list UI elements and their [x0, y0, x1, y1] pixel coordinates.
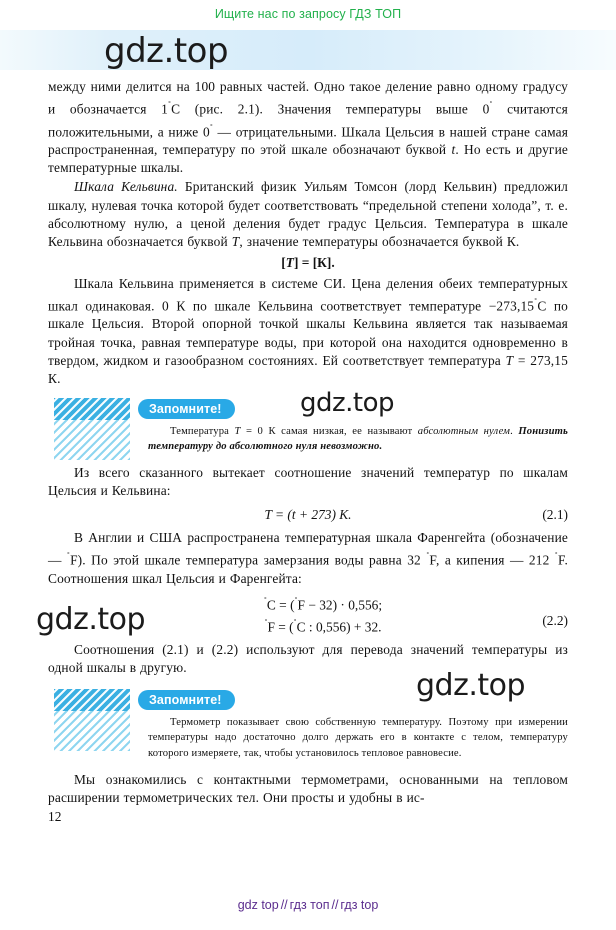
callout-text-absolute-zero: Температура T = 0 К самая низкая, ее называют абсолютным нулем. Понизить температуру до абсолютного нуля невозможно.	[148, 425, 568, 453]
formula-kelvin-unit: [T] = [К].	[281, 254, 335, 270]
callout-badge-remember-1: Запомните!	[138, 399, 235, 419]
footer-link-gdz-top-latin[interactable]: gdz top	[237, 898, 279, 912]
watermark-top: gdz.top	[104, 31, 229, 71]
paragraph-celsius-scale: между ними делится на 100 равных частей. Одно такое деление равно одному градусу и обозначается 1˚C (рис. 2.1). Значения температуры выше 0˚ считаются положительными, а ниже 0˚ — отрицательными. Шкала Цельсия в нашей стране самая распространенная, температуру по этой шкале обозначают буквой t. Но есть и другие температурные шкалы.	[48, 79, 569, 176]
callout-badge-remember-2: Запомните!	[138, 690, 235, 710]
equation-2-1-row	[48, 505, 568, 524]
promo-banner-text: Ищите нас по запросу ГДЗ ТОП	[214, 7, 402, 21]
paragraph-conversion-usage: Соотношения (2.1) и (2.2) используют для перевода значений температуры из одной шкалы в другую.	[48, 641, 568, 675]
paragraph-relation-intro: Из всего сказанного вытекает соотношение значений температур по шкалам Цельсия и Кельвина:	[48, 464, 568, 498]
equation-2-1-body: T = (t + 273) К.	[264, 507, 352, 522]
paragraph-si-system: Шкала Кельвина применяется в системе СИ. Цена деления обеих температурных шкал одинаковая. 0 К по шкале Кельвина соответствует температуре −273,15˚С по шкале Цельсия. Второй опорной точкой шкалы Кельвина является так называемая тройная точка, равная температуре воды, при которой она находится одновременно в твердом, жидком и газообразном состояниях. Ей соответствует температура T = 273,15 К.	[48, 275, 569, 386]
footer-links	[0, 898, 616, 912]
paragraph-kelvin-scale: Шкала Кельвина. Британский физик Уильям Томсон (лорд Кельвин) предложил шкалу, нулевая точка которой будет соответствовать “предельной степени холода”, т. е. абсолютному нулю, а ценой деления будет градус Цельсия. Температура в шкале Кельвина обозначается буквой T, значение температуры обозначается буквой К.	[48, 179, 568, 249]
equation-2-2-number: (2.2)	[542, 612, 568, 628]
paragraph-fahrenheit-scale: В Англии и США распространена температурная шкала Фаренгейта (обозначение — ˚F). По этой шкале температура замерзания воды равна 32 ˚F, а кипения — 212 ˚F. Соотношения шкал Цельсия и Фаренгейта:	[48, 530, 568, 586]
equation-2-2-block	[48, 592, 568, 637]
page-content	[48, 78, 568, 826]
header-blue-band	[0, 30, 616, 70]
footer-link-gdz-top-cyrillic[interactable]: гдз топ	[289, 898, 330, 912]
callout-text-thermometer: Термометр показывает свою собственную температуру. Поэтому при измерении температуры надо достаточно долго держать его в контакте с телом, температуру которого измеряете, так, чтобы установилось тепловое равновесие.	[148, 716, 568, 759]
striped-marker-icon	[54, 398, 130, 460]
equation-2-2-line-2: ˚F = (˚C : 0,556) + 32.	[264, 618, 382, 635]
kelvin-scale-title: Шкала Кельвина.	[74, 179, 178, 195]
page-number: 12	[48, 809, 62, 825]
equation-2-1-number: (2.1)	[542, 507, 568, 522]
watermark-middle-right: gdz.top	[300, 388, 395, 418]
callout-remember-thermometer	[48, 689, 568, 761]
paragraph-contact-thermometers: Мы ознакомились с контактными термометрами, основанными на тепловом расширении термометрических тел. Они просты и удобны в ис-	[48, 772, 568, 806]
callout-remember-absolute-zero	[48, 398, 568, 456]
footer-separator-1: //	[280, 898, 288, 912]
watermark-lower-right: gdz.top	[416, 668, 526, 703]
footer-separator-2: //	[331, 898, 339, 912]
promo-banner	[0, 0, 616, 28]
equation-2-2-line-1: ˚C = (˚F − 32) · 0,556;	[263, 595, 383, 613]
footer-link-gdz-top-mixed[interactable]: гдз top	[340, 898, 379, 912]
watermark-middle-left: gdz.top	[36, 602, 146, 637]
striped-marker-icon	[54, 689, 130, 751]
